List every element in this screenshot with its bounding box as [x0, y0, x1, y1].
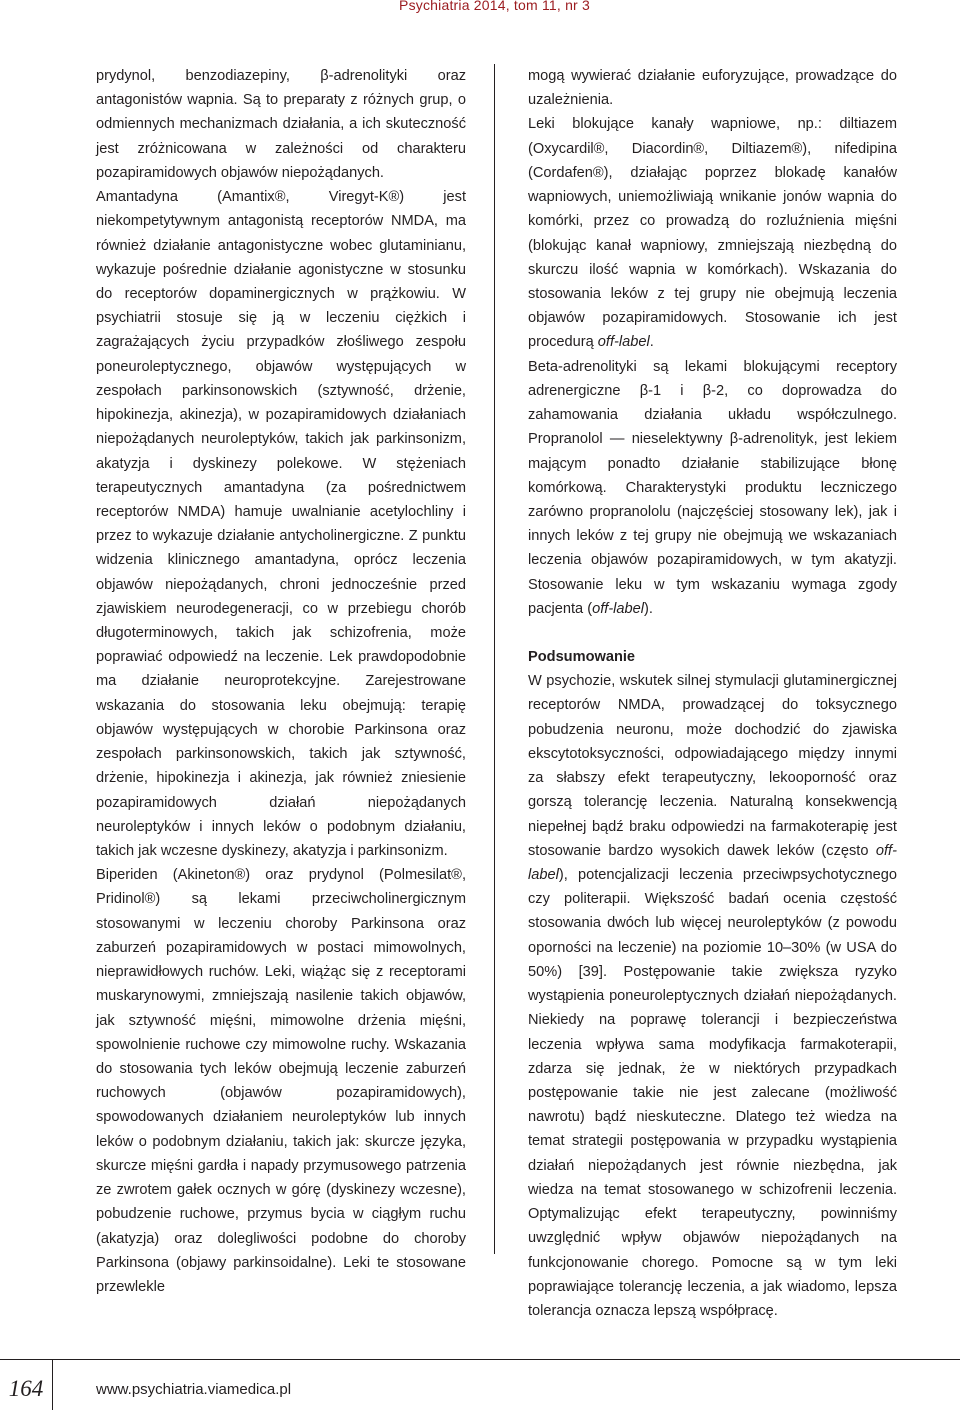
column-divider	[494, 64, 495, 1254]
right-paragraph-1: mogą wywierać działanie euforyzujące, prowadzące do uzależnienia.	[528, 68, 897, 109]
off-label-term: off-label	[592, 600, 645, 617]
section-heading: Podsumowanie	[528, 649, 636, 666]
page-number: 164	[8, 1376, 44, 1401]
footer-vertical-rule	[52, 1359, 53, 1410]
off-label-term: off-label	[597, 334, 650, 351]
right-paragraph-2-text: Leki blokujące kanały wapniowe, np.: diltiazem (Oxycardil®, Diacordin®, Diltiazem®), nifedipina (Cordafen®), działając poprzez blokadę kanałów wapniowych, uniemożliwiają wnikanie jonów wapnia do komórki, przez co prowadzą do rozluźnienia mięśni (blokując kanał wapniowy, zmniejszają niezbędną do skurczu ilość wapnia w komórkach). Wskazania do stosowania leków z tej grupy nie obejmują leczenia objawów pozapiramidowych. Stosowanie ich jest procedurą	[528, 116, 897, 351]
right-paragraph-3	[528, 355, 897, 621]
left-paragraph-3: Biperiden (Akineton®) oraz prydynol (Polmesilat®, Pridinol®) są lekami przeciwcholinergicznym stosowanymi w leczeniu choroby Parkinsona oraz zaburzeń pozapiramidowych w postaci mimowolnych, nieprawidłowych ruchów. Leki, wiążąc się z receptorami muskarynowymi, zmniejszają nasilenie takich objawów, jak sztywność mięśni, mimowolne drżenia mięśni, spowolnienie ruchowe czy mimowolne ruchy. Wskazania do stosowania tych leków obejmują leczenie zaburzeń ruchowych (objawów pozapiramidowych), spowodowanych działaniem neuroleptyków lub innych leków o podobnym działaniu, takich jak: skurcze języka, skurcze mięśni gardła i napady przymusowego patrzenia ze zwrotem gałek ocznych w górę (dyskinezy wczesne), pobudzenie ruchowe, przymus bycia w ciągłym ruchu (akatyzja) oraz dolegliwości podobne do choroby Parkinsona (objawy parkinsoidalne). Leki te stosowane przewlekle	[96, 867, 466, 1295]
right-paragraph-3-text: Beta-adrenolityki są lekami blokującymi receptory adrenergiczne β-1 i β-2, co doprowadza do zahamowania działania układu współczulnego. Propranolol — nieselektywny β-adrenolityk, jest lekiem mającym ponadto działanie stabilizujące błonę komórkową. Charakterystyki produktu leczniczego zarówno propranololu (najczęściej stosowany lek), jak i innych leków z tej grupy nie obejmują we wskazaniach leczenia objawów pozapiramidowych, w tym akatyzji. Stosowanie leku w tym wskazaniu wymaga zgody pacjenta (	[528, 358, 897, 617]
left-paragraph-1: prydynol, benzodiazepiny, β-adrenolityki oraz antagonistów wapnia. Są to preparaty z różnych grup, o odmiennych mechanizmach działania, a ich skuteczność jest zróżnicowana w zależności od charakteru pozapiramidowych objawów niepożądanych.	[96, 68, 466, 181]
page-header	[0, 0, 960, 44]
right-column	[528, 64, 897, 1323]
footer-rule	[0, 1359, 960, 1360]
right-paragraph-2	[528, 112, 897, 354]
off-label-term: off-label	[528, 842, 897, 883]
left-column	[96, 64, 466, 1299]
right-paragraph-4	[528, 669, 897, 1323]
journal-url: www.psychiatria.viamedica.pl	[96, 1381, 292, 1398]
right-paragraph-3-end: ).	[644, 600, 653, 617]
left-paragraph-2: Amantadyna (Amantix®, Viregyt-K®) jest niekompetytywnym antagonistą receptorów NMDA, ma również działanie antagonistyczne wobec glutaminianu, wykazuje pośrednie działanie agonistyczne w stosunku do receptorów dopaminergicznych w prążkowiu. W psychiatrii stosuje się ją w leczeniu ciężkich i zagrażających życiu przypadków złośliwego zespołu poneuroleptycznego, objawów występujących w zespołach parkinsonowskich (sztywność, drżenie, hipokinezja, akinezja), w pozapiramidowych działaniach niepożądanych neuroleptyków, takich jak parkinsonizm, akatyzja i dyskinezy polekowe. W stężeniach terapeutycznych amantadyna (za pośrednictwem receptorów NMDA) hamuje uwalnianie acetylochliny i przez to wykazuje działanie antycholinergiczne. Z punktu widzenia klinicznego amantadyna, oprócz leczenia objawów niepożądanych, chroni jednocześnie przed zjawiskiem neurodegeneracji, co w przebiegu chorób długoterminowych, takich jak schizofrenia, może poprawiać odpowiedź na leczenie. Lek prawdopodobnie ma działanie neuroprotekcyjne. Zarejestrowane wskazania do stosowania leku obejmują: terapię objawów występujących w chorobie Parkinsona oraz zespołach parkinsonowskich, takich jak sztywność, drżenie, hipokinezja i akinezja, jak również zniesienie pozapiramidowych działań niepożądanych neuroleptyków i innych leków o podobnym działaniu, takich jak wczesne dyskinezy, akatyzja i parkinsonizm.	[96, 189, 466, 859]
right-paragraph-4a: W psychozie, wskutek silnej stymulacji glutaminergicznej receptorów NMDA, prowadzącej do toksycznego pobudzenia neuronu, może dochodzić do zjawiska ekscytotoksyczności, odpowiadającego między innymi za słabszy efekt terapeutyczny, lekooporność oraz gorszą tolerancję leczenia. Naturalną konsekwencją niepełnej bądź braku odpowiedzi na farmakoterapię jest stosowanie bardzo wysokich dawek leków (często	[528, 673, 897, 859]
journal-citation: Psychiatria 2014, tom 11, nr 3	[399, 0, 590, 13]
right-paragraph-4b: ), potencjalizacji leczenia przeciwpsychotycznego czy politerapii. Większość badań ocenia częstość stosowania dwóch lub więcej neuroleptyków (z powodu oporności na leczenie) na poziomie 10–30% (w USA do 50%) [39]. Postępowanie takie zwiększa ryzyko wystąpienia poneuroleptycznych działań niepożądanych. Niekiedy na poprawę tolerancji i bezpieczeństwa leczenia wpływa sama modyfikacja farmakoterapii, zdarza się jednak, że w niektórych przypadkach postępowanie takie nie jest zalecane (możliwość nawrotu) bądź nieskuteczne. Dlatego też wiedza na temat strategii postępowania w przypadku wystąpienia działań niepożądanych jest równie niezbędna, jak wiedza na temat stosowanego w schizofrenii leczenia. Optymalizując efekt terapeutyczny, powinniśmy uwzględnić wpływ objawów niepożądanych na funkcjonowanie chorego. Pomocne są w tym leki poprawiające tolerancję leczenia, a jak wiadomo, lepsza tolerancja oznacza lepszą współpracę.	[528, 867, 897, 1319]
right-paragraph-2-end: .	[649, 334, 654, 351]
